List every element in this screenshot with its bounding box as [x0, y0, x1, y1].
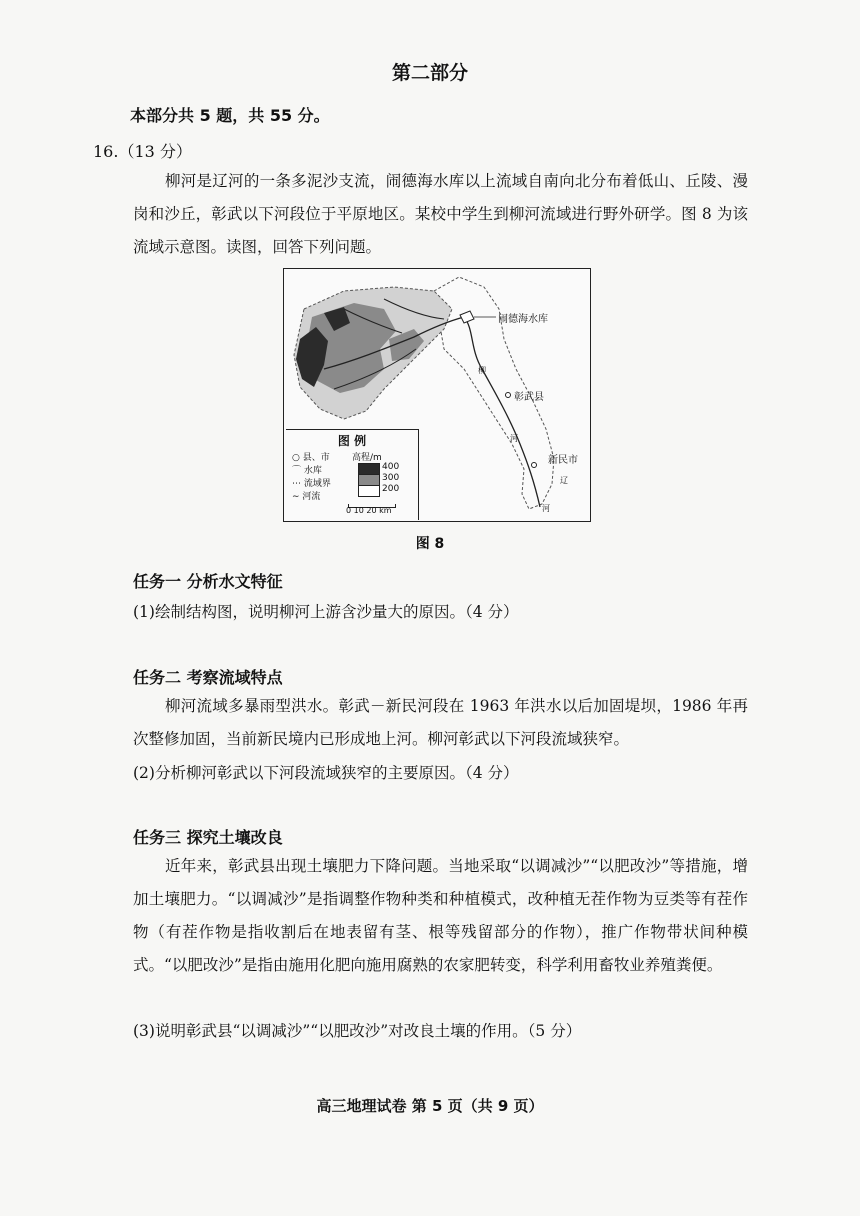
legend-elevation: 高程/m [352, 453, 382, 463]
figure-caption: 图 8 [415, 536, 445, 552]
question-paragraph: 柳河是辽河的一条多泥沙支流，闹德海水库以上流域自南向北分布着低山、丘陵、漫岗和沙丘，彰武以下河段位于平原地区。某校中学生到柳河流域进行野外研学。图 8 为该流域示意图。读图，回答下列问题。 [133, 172, 748, 256]
legend-boundary-label: 流域界 [303, 479, 331, 489]
label-reservoir: 闹德海水库 [498, 314, 548, 325]
legend-river [292, 489, 320, 502]
legend-boundary [292, 476, 331, 489]
task1-title: 任务一 分析水文特征 [133, 572, 283, 591]
legend-boundary-icon: ⋯ [292, 479, 301, 489]
legend-reservoir-label: 水库 [303, 466, 322, 476]
legend-reservoir [292, 463, 322, 476]
watershed-map [283, 268, 591, 522]
map-legend [286, 429, 419, 520]
zhangwu-point [506, 393, 511, 398]
legend-e300: 300 [382, 473, 400, 483]
question-number: 16.（13 分） [93, 142, 192, 161]
legend-city [292, 450, 330, 463]
legend-scale: 0 10 20 km [346, 506, 392, 515]
label-river-he2: 河 [542, 504, 550, 513]
legend-river-icon: ∼ [292, 492, 300, 502]
section-title: 第二部分 [391, 62, 468, 84]
legend-e400: 400 [382, 462, 400, 472]
section-intro: 本部分共 5 题，共 55 分。 [130, 106, 330, 125]
legend-city-label: 县、市 [302, 453, 330, 463]
task3-question: (3)说明彰武县“以调减沙”“以肥改沙”对改良土壤的作用。（5 分） [133, 1022, 582, 1040]
label-zhangwu: 彰武县 [514, 392, 544, 403]
task2-question: (2)分析柳河彰武以下河段流域狭窄的主要原因。（4 分） [133, 764, 519, 782]
page-footer: 高三地理试卷 第 5 页（共 9 页） [316, 1097, 544, 1115]
label-river-he: 河 [510, 434, 518, 443]
task2-paragraph: 柳河流域多暴雨型洪水。彰武－新民河段在 1963 年洪水以后加固堤坝，1986 年再次整修加固，当前新民境内已形成地上河。柳河彰武以下河段流域狭窄。 [133, 697, 748, 748]
legend-river-label: 河流 [302, 492, 321, 502]
label-xinmin: 新民市 [548, 455, 578, 466]
legend-city-icon: ○ [292, 453, 300, 463]
legend-title: 图 例 [337, 434, 367, 448]
task3-title: 任务三 探究土壤改良 [133, 828, 283, 847]
legend-e200: 200 [382, 484, 400, 494]
label-river-liu: 柳 [478, 366, 486, 375]
task1-question: (1)绘制结构图，说明柳河上游含沙量大的原因。（4 分） [133, 603, 519, 621]
legend-reservoir-icon: ⌒ [292, 466, 302, 476]
xinmin-point [532, 463, 537, 468]
label-river-liao: 辽 [560, 476, 568, 485]
legend-swatch-200 [358, 485, 380, 497]
task2-title: 任务二 考察流域特点 [133, 668, 283, 687]
task3-paragraph: 近年来，彰武县出现土壤肥力下降问题。当地采取“以调减沙”“以肥改沙”等措施，增加土壤肥力。“以调减沙”是指调整作物种类和种植模式，改种植无茬作物为豆类等有茬作物（有茬作物是指收割后在地表留有茎、根等残留部分的作物），推广作物带状间种模式。“以肥改沙”是指由施用化肥向施用腐熟的农家肥转变，科学利用畜牧业养殖粪便。 [133, 857, 748, 974]
